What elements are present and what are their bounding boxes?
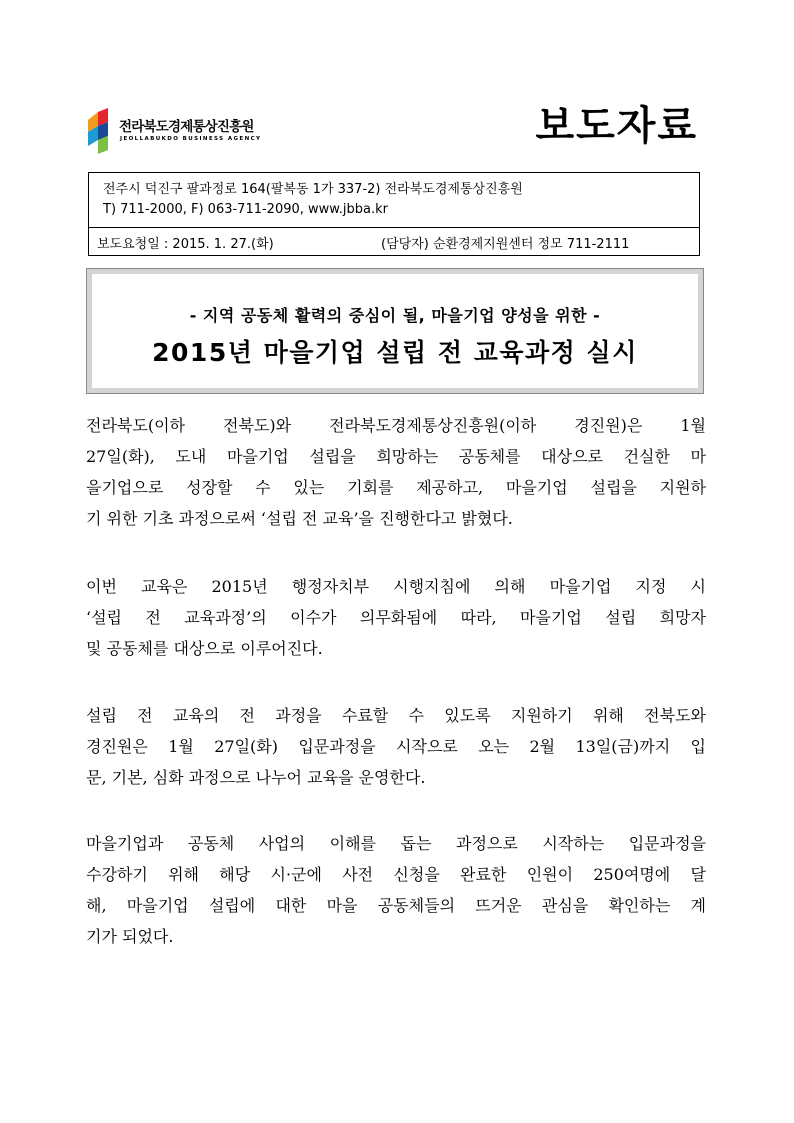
org-name-ko: 전라북도경제통상진흥원 <box>119 119 254 135</box>
paragraph-line: 해, 마을기업 설립에 대한 마을 공동체들의 뜨거운 관심을 확인하는 계 <box>86 896 706 915</box>
body-paragraph-1 <box>86 410 706 534</box>
request-date: 보도요청일 : 2015. 1. 27.(화) <box>97 237 274 252</box>
org-logo-mark-icon <box>86 106 116 156</box>
request-row <box>89 233 699 252</box>
paragraph-line: 27일(화), 도내 마을기업 설립을 희망하는 공동체를 대상으로 건실한 마 <box>86 447 706 466</box>
paragraph-line: 수강하기 위해 해당 시·군에 사전 신청을 완료한 인원이 250여명에 달 <box>86 865 706 884</box>
headline-box <box>86 268 704 394</box>
main-headline: 2015년 마을기업 설립 전 교육과정 실시 <box>152 338 638 367</box>
paragraph-line: 및 공동체를 대상으로 이루어진다. <box>86 639 323 658</box>
paragraph-line: 이번 교육은 2015년 행정자치부 시행지침에 의해 마을기업 지정 시 <box>86 577 706 596</box>
paragraph-line: 기가 되었다. <box>86 927 174 946</box>
body-paragraph-4 <box>86 828 706 952</box>
paragraph-line: 경진원은 1월 27일(화) 입문과정을 시작으로 오는 2월 13일(금)까지 입 <box>86 737 706 756</box>
paragraph-line: 을기업으로 성장할 수 있는 기회를 제공하고, 마을기업 설립을 지원하 <box>86 478 706 497</box>
paragraph-line: ‘설립 전 교육과정’의 이수가 의무화됨에 따라, 마을기업 설립 희망자 <box>86 608 706 627</box>
contact-person: (담당자) 순환경제지원센터 정모 711-2111 <box>381 237 630 252</box>
phone-line: T) 711-2000, F) 063-711-2090, www.jbba.kr <box>103 202 388 217</box>
body-paragraph-3 <box>86 700 706 793</box>
paragraph-line: 전라북도(이하 전북도)와 전라북도경제통상진흥원(이하 경진원)은 1월 <box>86 416 706 435</box>
contact-info-box <box>88 172 700 256</box>
body-paragraph-2 <box>86 571 706 664</box>
paragraph-line: 마을기업과 공동체 사업의 이해를 돕는 과정으로 시작하는 입문과정을 <box>86 834 706 853</box>
paragraph-line: 문, 기본, 심화 과정으로 나누어 교육을 운영한다. <box>86 768 426 787</box>
doc-type-title: 보도자료 <box>535 103 698 149</box>
address-line: 전주시 덕진구 팔과정로 164(팔복동 1가 337-2) 전라북도경제통상진흥원 <box>103 182 523 197</box>
org-name-en: JEOLLABUKDO BUSINESS AGENCY <box>120 136 262 142</box>
info-divider <box>89 227 699 228</box>
paragraph-line: 설립 전 교육의 전 과정을 수료할 수 있도록 지원하기 위해 전북도와 <box>86 706 706 725</box>
sub-headline: - 지역 공동체 활력의 중심이 될, 마을기업 양성을 위한 - <box>189 306 601 325</box>
org-logo <box>86 106 286 156</box>
paragraph-line: 기 위한 기초 과정으로써 ‘설립 전 교육’을 진행한다고 밝혔다. <box>86 509 513 528</box>
